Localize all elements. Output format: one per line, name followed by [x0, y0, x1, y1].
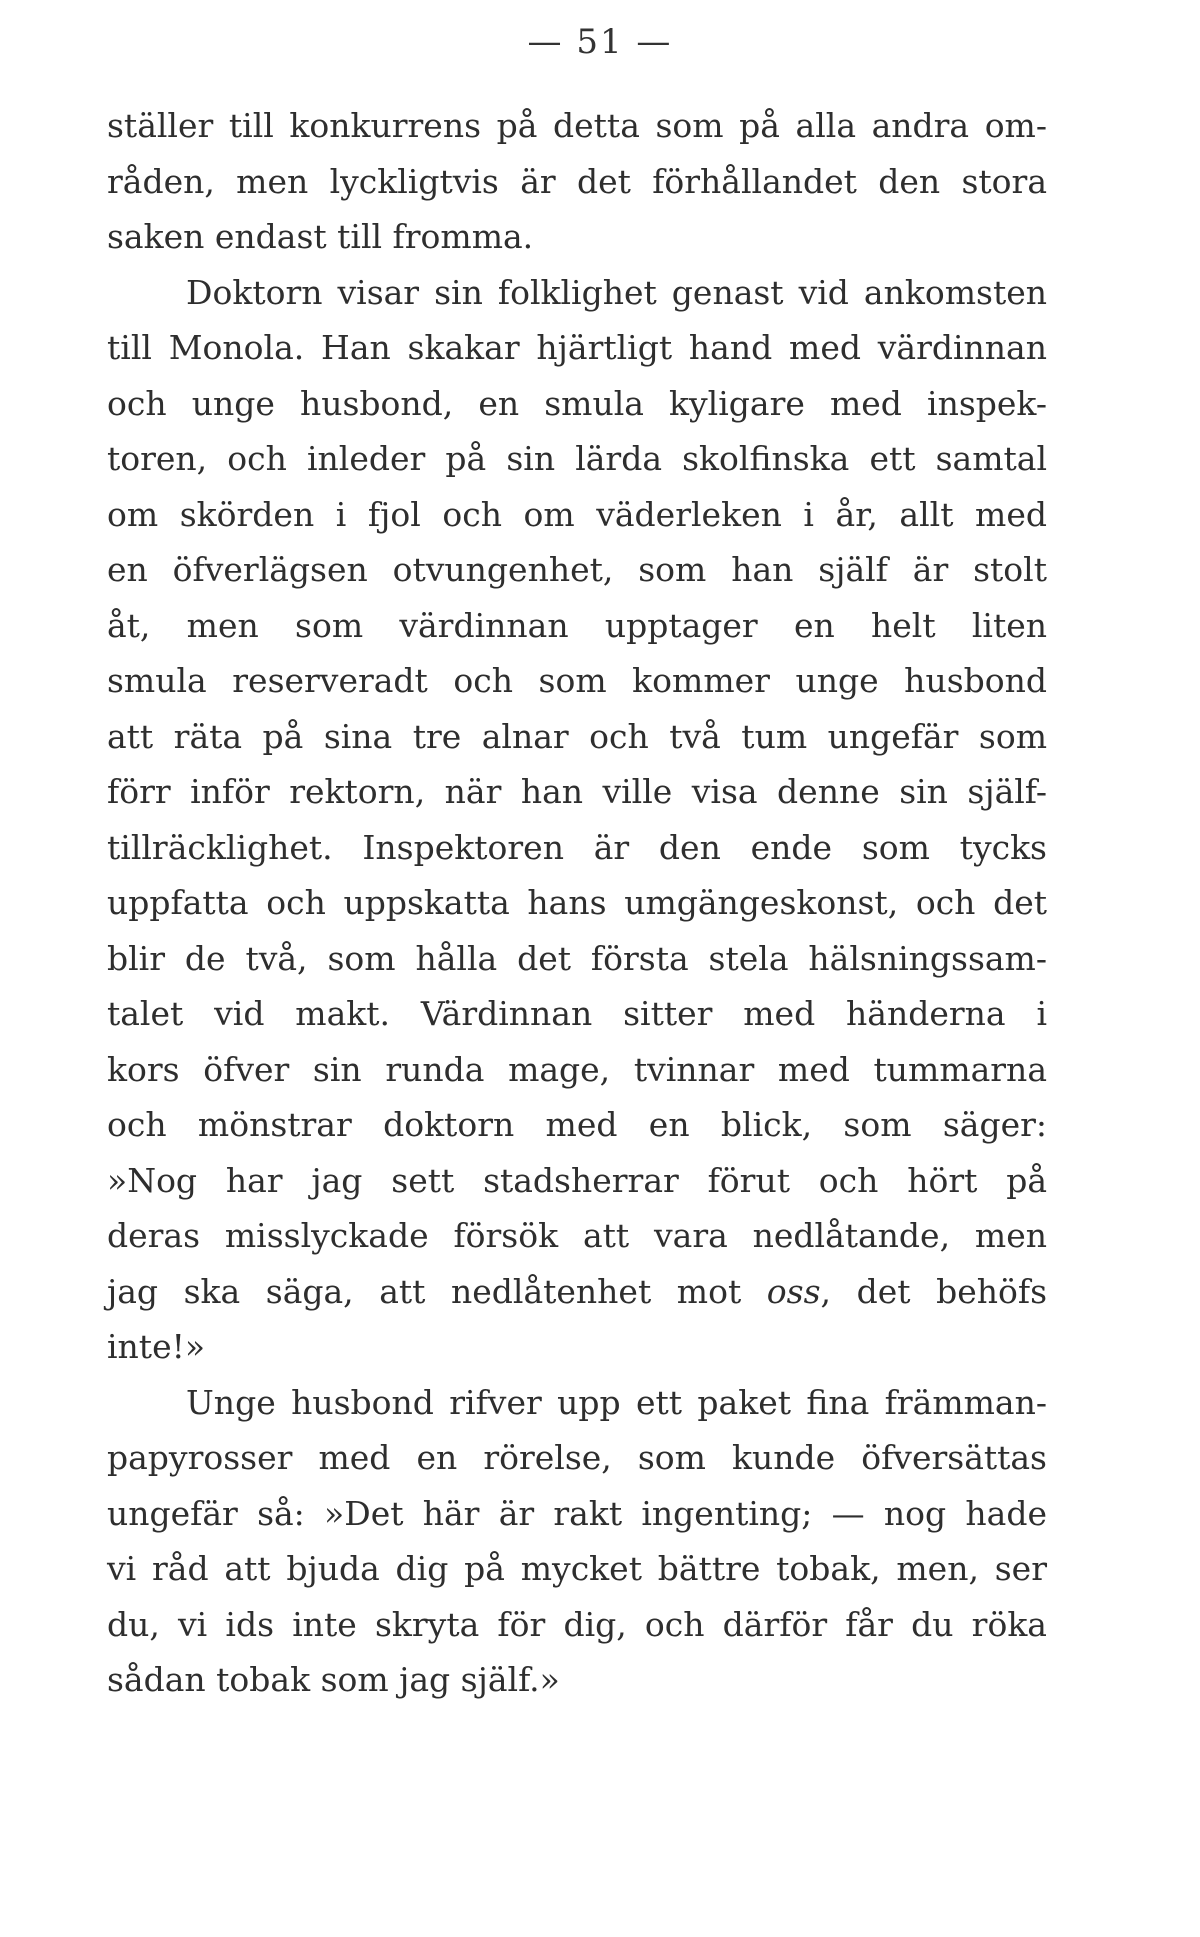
text-line: och unge husbond, en smula kyligare med inspek-: [107, 383, 1047, 423]
text-line: ungefär så: »Det här är rakt ingenting; — nog hade: [107, 1493, 1047, 1533]
text-line: en öfverlägsen otvungenhet, som han själf är stolt: [107, 550, 1047, 589]
text-line: kors öfver sin runda mage, tvinnar med tummarna: [107, 1049, 1047, 1089]
text-line: åt, men som värdinnan upptager en helt liten: [107, 605, 1047, 645]
text-line: talet vid makt. Värdinnan sitter med händerna i: [107, 994, 1047, 1033]
text-line: du, vi ids inte skryta för dig, och därför får du röka: [107, 1604, 1047, 1644]
text-line: saken endast till fromma.: [107, 217, 534, 256]
text-line: blir de två, som hålla det första stela hälsningssam-: [107, 938, 1047, 978]
text-line: råden, men lyckligtvis är det förhållandet den stora: [107, 161, 1047, 201]
text-line: förr inför rektorn, när han ville visa denne sin själf-: [107, 772, 1047, 811]
text-line: papyrosser med en rörelse, som kunde öfversättas: [107, 1438, 1047, 1477]
emphasized-word: oss: [766, 1271, 821, 1311]
text-line: vi råd att bjuda dig på mycket bättre tobak, men, ser: [107, 1549, 1047, 1588]
text-line: deras misslyckade försök att vara nedlåtande, men: [107, 1216, 1047, 1255]
text-line: att räta på sina tre alnar och två tum ungefär som: [107, 716, 1047, 756]
page-number: — 51 —: [527, 22, 673, 62]
text-line: ställer till konkurrens på detta som på alla andra om-: [107, 106, 1047, 145]
text-line-with-emphasis: [107, 1264, 1047, 1320]
text-line: tillräcklighet. Inspektoren är den ende som tycks: [107, 827, 1047, 867]
text-line: inte!»: [107, 1327, 206, 1366]
text-line: till Monola. Han skakar hjärtligt hand med värdinnan: [107, 328, 1047, 367]
text-line: sådan tobak som jag själf.»: [107, 1660, 560, 1699]
text-line: Doktorn visar sin folklighet genast vid ankomsten: [186, 272, 1047, 312]
text-segment: , det behöfs: [820, 1271, 1048, 1311]
text-line: om skörden i fjol och om väderleken i år, allt med: [107, 494, 1047, 534]
text-line: smula reserveradt och som kommer unge husbond: [107, 661, 1047, 700]
text-line: »Nog har jag sett stadsherrar förut och hört på: [107, 1160, 1047, 1200]
text-line: toren, och inleder på sin lärda skolfinska ett samtal: [107, 439, 1047, 478]
text-segment: jag ska säga, att nedlåtenhet mot: [107, 1271, 742, 1311]
text-line: Unge husbond rifver upp ett paket fina främman-: [186, 1382, 1047, 1422]
text-line: uppfatta och uppskatta hans umgängeskonst, och det: [107, 883, 1047, 922]
body-text: [107, 98, 1047, 1708]
text-line: och mönstrar doktorn med en blick, som säger:: [107, 1105, 1047, 1144]
